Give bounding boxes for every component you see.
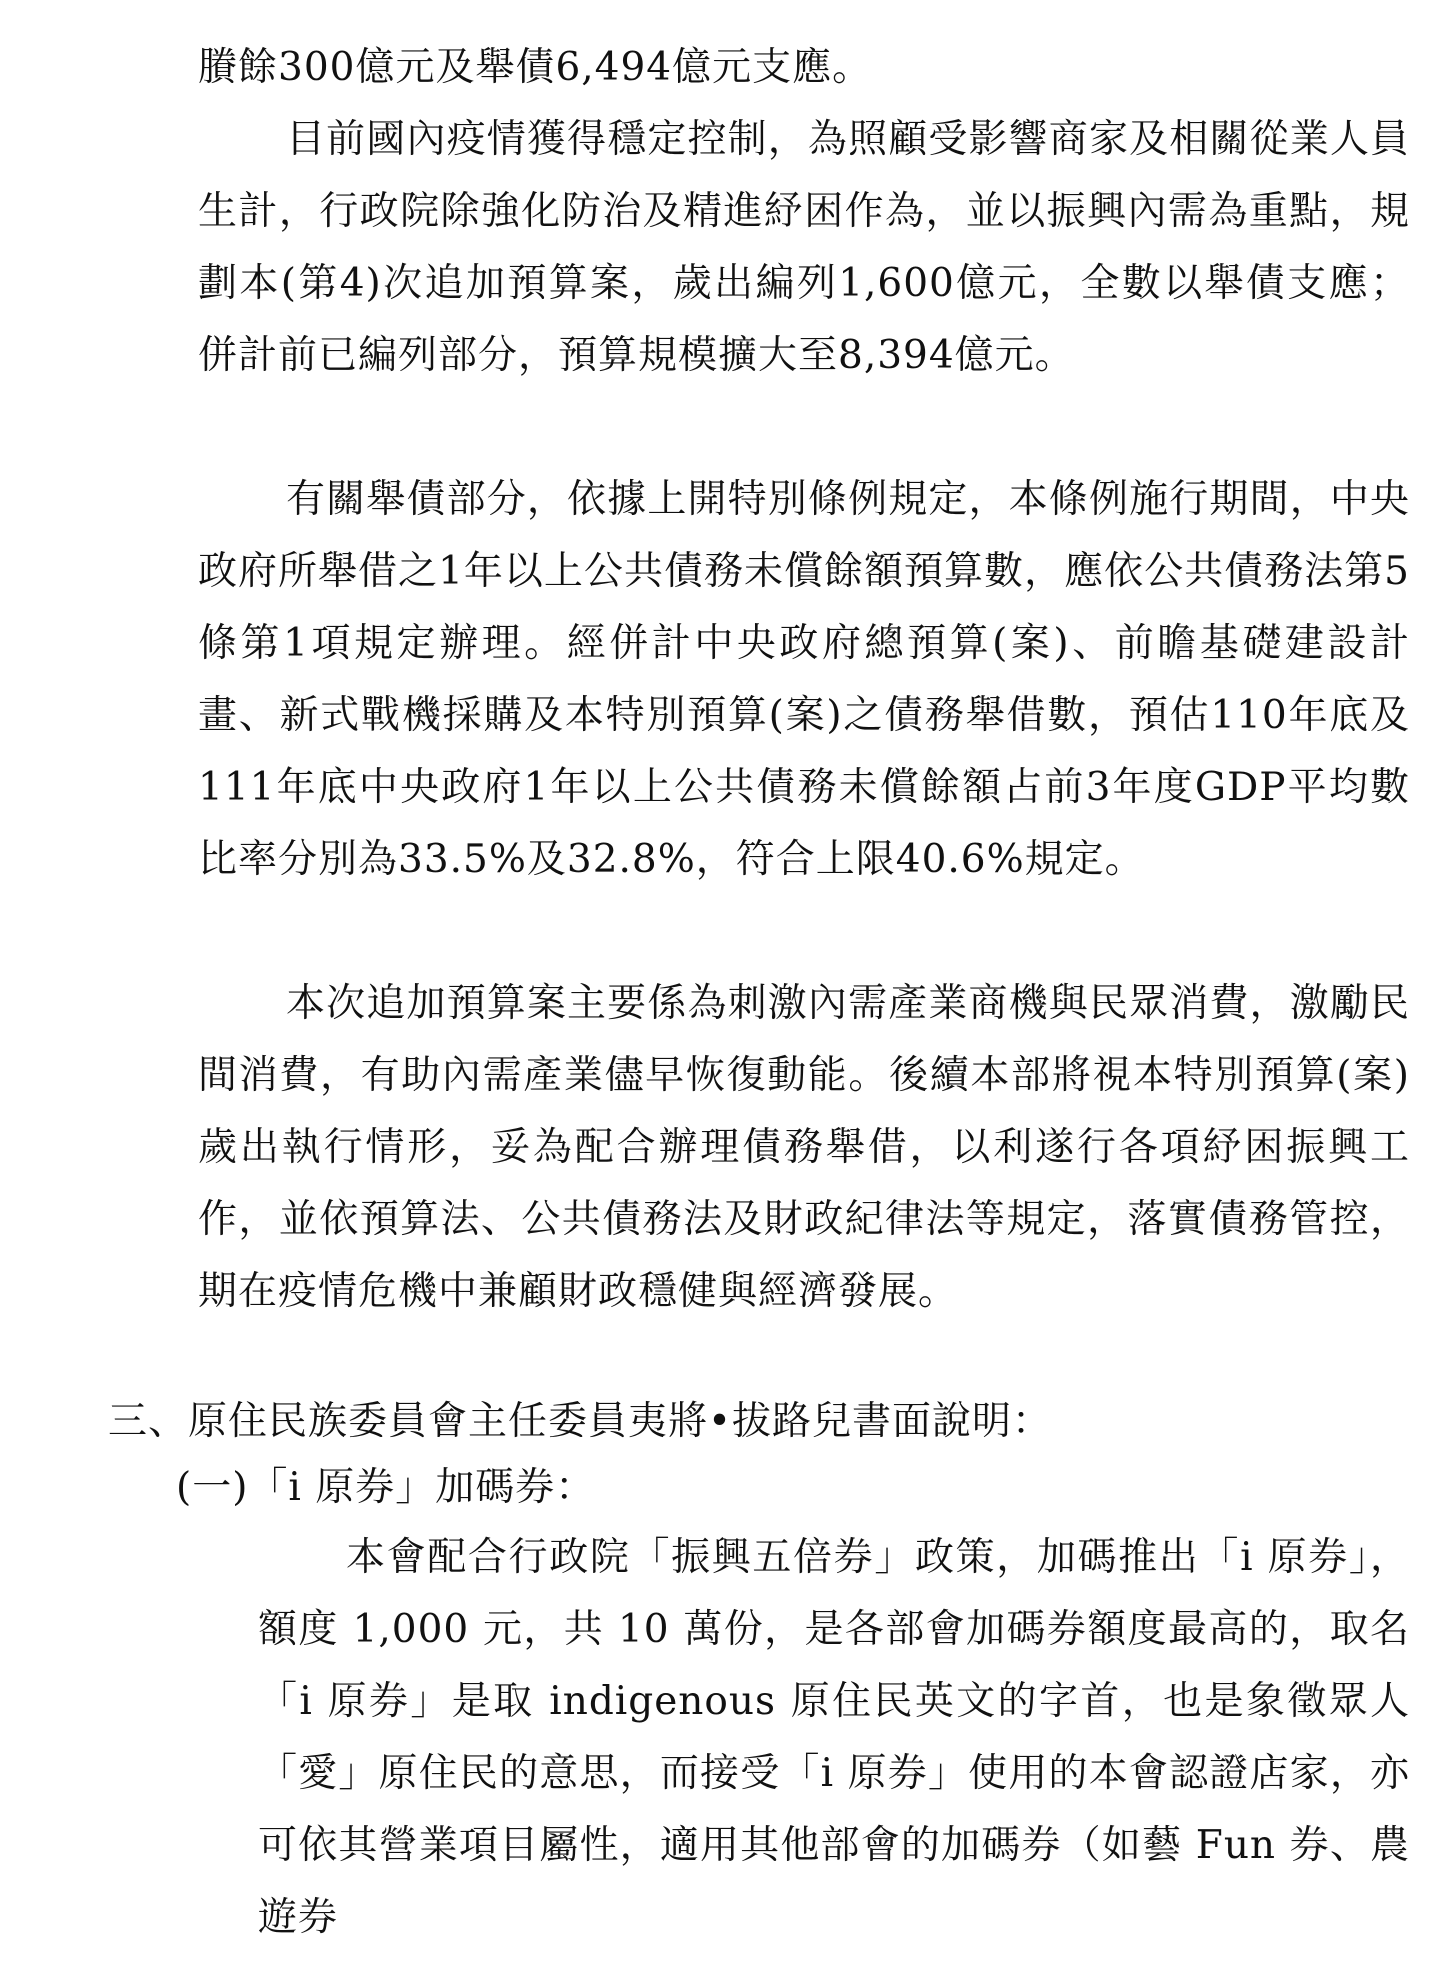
continuation-text: 賸餘300億元及舉債6,494億元支應。	[198, 45, 873, 90]
section-heading: 三、原住民族委員會主任委員夷將•拔路兒書面說明：	[108, 1399, 1053, 1444]
paragraph-epidemic-budget: 目前國內疫情獲得穩定控制，為照顧受影響商家及相關從業人員生計，行政院除強化防治及精進紓困作為，並以振興內需為重點，規劃本(第4)次追加預算案，歲出編列1,600億元，全數以舉債支應；併計前已編列部分，預算規模擴大至8,394億元。	[198, 117, 1410, 378]
subsection-heading: (一)「i 原券」加碼券：	[176, 1465, 596, 1510]
paragraph-debt-borrowing: 有關舉債部分，依據上開特別條例規定，本條例施行期間，中央政府所舉借之1年以上公共債務未償餘額預算數，應依公共債務法第5條第1項規定辦理。經併計中央政府總預算(案)、前瞻基礎建設計畫、新式戰機採購及本特別預算(案)之債務舉借數，預估110年底及111年底中央政府1年以上公共債務未償餘額占前3年度GDP平均數比率分別為33.5%及32.8%，符合上限40.6%規定。	[198, 477, 1410, 882]
paragraph-i-voucher: 本會配合行政院「振興五倍券」政策，加碼推出「i 原券」，額度 1,000 元，共 10 萬份，是各部會加碼券額度最高的，取名「i 原券」是取 indigenous 原住民英文的字首，也是象徵眾人「愛」原住民的意思，而接受「i 原券」使用的本會認證店家，亦可依其營業項目屬性，適用其他部會的加碼券（如藝 Fun 券、農遊券	[258, 1535, 1410, 1940]
paragraph-domestic-demand: 本次追加預算案主要係為刺激內需產業商機與民眾消費，激勵民間消費，有助內需產業儘早恢復動能。後續本部將視本特別預算(案)歲出執行情形，妥為配合辦理債務舉借，以利遂行各項紓困振興工作，並依預算法、公共債務法及財政紀律法等規定，落實債務管控，期在疫情危機中兼顧財政穩健與經濟發展。	[198, 981, 1410, 1314]
